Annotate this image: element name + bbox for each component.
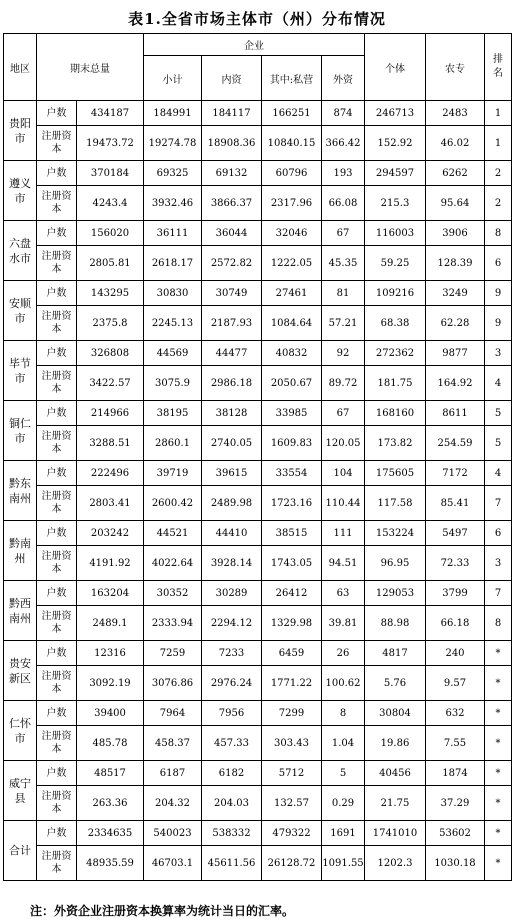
cell-value: 26412	[262, 581, 322, 606]
row-label-capital: 注册资本	[37, 186, 77, 221]
row-label-households: 户数	[37, 521, 77, 546]
cell-value: 1.04	[322, 726, 365, 761]
cell-value: 6187	[144, 761, 202, 786]
row-label-households: 户数	[37, 341, 77, 366]
cell-value: 3422.57	[77, 366, 144, 401]
cell-value: 3288.51	[77, 426, 144, 461]
cell-value: 303.43	[262, 726, 322, 761]
region-name: 贵阳市	[4, 101, 37, 161]
cell-value: 30749	[202, 281, 262, 306]
cell-value: 173.82	[365, 426, 426, 461]
cell-value: 3932.46	[144, 186, 202, 221]
cell-value: 240	[426, 641, 485, 666]
cell-value: 1	[485, 126, 512, 161]
cell-value: 62.28	[426, 306, 485, 341]
cell-value: 3866.37	[202, 186, 262, 221]
row-label-capital: 注册资本	[37, 606, 77, 641]
cell-value: 3249	[426, 281, 485, 306]
row-label-capital: 注册资本	[37, 306, 77, 341]
cell-value: 19.86	[365, 726, 426, 761]
header-rank: 排名	[485, 34, 512, 101]
cell-value: 7964	[144, 701, 202, 726]
cell-value: 69132	[202, 161, 262, 186]
cell-value: 40832	[262, 341, 322, 366]
table-row	[4, 366, 512, 401]
cell-value: 6182	[202, 761, 262, 786]
cell-value: 68.38	[365, 306, 426, 341]
region-name: 遵义市	[4, 161, 37, 221]
table-body	[4, 101, 512, 881]
market-entity-table	[3, 33, 512, 881]
cell-value: 48517	[77, 761, 144, 786]
table-row	[4, 606, 512, 641]
cell-value: 2	[485, 186, 512, 221]
cell-value: 156020	[77, 221, 144, 246]
cell-value: 1743.05	[262, 546, 322, 581]
cell-value: 204.32	[144, 786, 202, 821]
cell-value: 33985	[262, 401, 322, 426]
cell-value: 2572.82	[202, 246, 262, 281]
table-row	[4, 666, 512, 701]
header-total: 期末总量	[37, 34, 144, 101]
cell-value: 1	[485, 101, 512, 126]
cell-value: 294597	[365, 161, 426, 186]
table-row	[4, 761, 512, 786]
cell-value: 4817	[365, 641, 426, 666]
table-row	[4, 726, 512, 761]
cell-value: 254.59	[426, 426, 485, 461]
cell-value: 5497	[426, 521, 485, 546]
cell-value: 4243.4	[77, 186, 144, 221]
row-label-households: 户数	[37, 761, 77, 786]
cell-value: 2986.18	[202, 366, 262, 401]
cell-value: 69325	[144, 161, 202, 186]
cell-value: 2489.98	[202, 486, 262, 521]
cell-value: 6	[485, 246, 512, 281]
cell-value: 215.3	[365, 186, 426, 221]
cell-value: 44410	[202, 521, 262, 546]
header-domestic: 内资	[202, 56, 262, 101]
cell-value: *	[485, 786, 512, 821]
table-row	[4, 281, 512, 306]
cell-value: 7259	[144, 641, 202, 666]
header-enterprise: 企业	[144, 34, 365, 56]
cell-value: 168160	[365, 401, 426, 426]
cell-value: 5	[485, 401, 512, 426]
cell-value: 1741010	[365, 821, 426, 846]
cell-value: 129053	[365, 581, 426, 606]
cell-value: 1691	[322, 821, 365, 846]
cell-value: 30352	[144, 581, 202, 606]
cell-value: 40456	[365, 761, 426, 786]
cell-value: 2976.24	[202, 666, 262, 701]
cell-value: 9	[485, 281, 512, 306]
header-individual: 个体	[365, 34, 426, 101]
table-row	[4, 341, 512, 366]
cell-value: 272362	[365, 341, 426, 366]
table-row	[4, 186, 512, 221]
cell-value: 38515	[262, 521, 322, 546]
cell-value: 3092.19	[77, 666, 144, 701]
cell-value: 6	[485, 521, 512, 546]
cell-value: 538332	[202, 821, 262, 846]
cell-value: *	[485, 641, 512, 666]
row-label-households: 户数	[37, 581, 77, 606]
table-row	[4, 221, 512, 246]
cell-value: 5	[322, 761, 365, 786]
cell-value: 5.76	[365, 666, 426, 701]
cell-value: 153224	[365, 521, 426, 546]
table-row	[4, 461, 512, 486]
cell-value: 8	[485, 606, 512, 641]
region-name: 六盘水市	[4, 221, 37, 281]
cell-value: 184117	[202, 101, 262, 126]
cell-value: 44477	[202, 341, 262, 366]
cell-value: 48935.59	[77, 846, 144, 881]
cell-value: 222496	[77, 461, 144, 486]
cell-value: 95.64	[426, 186, 485, 221]
cell-value: 143295	[77, 281, 144, 306]
cell-value: 5712	[262, 761, 322, 786]
cell-value: 37.29	[426, 786, 485, 821]
table-row	[4, 126, 512, 161]
cell-value: *	[485, 666, 512, 701]
cell-value: 2600.42	[144, 486, 202, 521]
cell-value: *	[485, 726, 512, 761]
cell-value: 479322	[262, 821, 322, 846]
cell-value: 60796	[262, 161, 322, 186]
table-row	[4, 641, 512, 666]
cell-value: 184991	[144, 101, 202, 126]
cell-value: 3075.9	[144, 366, 202, 401]
cell-value: 175605	[365, 461, 426, 486]
row-label-households: 户数	[37, 461, 77, 486]
cell-value: 21.75	[365, 786, 426, 821]
cell-value: 110.44	[322, 486, 365, 521]
table-row	[4, 486, 512, 521]
table-row	[4, 546, 512, 581]
cell-value: 3	[485, 546, 512, 581]
region-name: 黔南州	[4, 521, 37, 581]
cell-value: 2860.1	[144, 426, 202, 461]
table-title: 表1.全省市场主体市（州）分布情况	[128, 10, 386, 28]
cell-value: 2333.94	[144, 606, 202, 641]
cell-value: 246713	[365, 101, 426, 126]
cell-value: 46.02	[426, 126, 485, 161]
cell-value: 2187.93	[202, 306, 262, 341]
cell-value: 72.33	[426, 546, 485, 581]
cell-value: 193	[322, 161, 365, 186]
cell-value: 6459	[262, 641, 322, 666]
cell-value: 2317.96	[262, 186, 322, 221]
cell-value: 36044	[202, 221, 262, 246]
cell-value: 36111	[144, 221, 202, 246]
cell-value: 9.57	[426, 666, 485, 701]
cell-value: 26128.72	[262, 846, 322, 881]
cell-value: 7172	[426, 461, 485, 486]
row-label-households: 户数	[37, 161, 77, 186]
cell-value: *	[485, 821, 512, 846]
row-label-households: 户数	[37, 281, 77, 306]
cell-value: 3	[485, 341, 512, 366]
cell-value: 3799	[426, 581, 485, 606]
cell-value: 27461	[262, 281, 322, 306]
cell-value: 1329.98	[262, 606, 322, 641]
cell-value: 128.39	[426, 246, 485, 281]
cell-value: 2618.17	[144, 246, 202, 281]
row-label-households: 户数	[37, 221, 77, 246]
region-name: 毕节市	[4, 341, 37, 401]
cell-value: 163204	[77, 581, 144, 606]
cell-value: 67	[322, 401, 365, 426]
cell-value: 152.92	[365, 126, 426, 161]
row-label-capital: 注册资本	[37, 426, 77, 461]
cell-value: 33554	[262, 461, 322, 486]
cell-value: 2483	[426, 101, 485, 126]
cell-value: 85.41	[426, 486, 485, 521]
cell-value: 19274.78	[144, 126, 202, 161]
row-label-households: 户数	[37, 101, 77, 126]
table-row	[4, 246, 512, 281]
cell-value: 32046	[262, 221, 322, 246]
region-name: 贵安新区	[4, 641, 37, 701]
table-row	[4, 786, 512, 821]
cell-value: 100.62	[322, 666, 365, 701]
header-region: 地区	[4, 34, 37, 101]
cell-value: 0.29	[322, 786, 365, 821]
cell-value: 19473.72	[77, 126, 144, 161]
cell-value: 2	[485, 161, 512, 186]
table-row	[4, 846, 512, 881]
cell-value: 458.37	[144, 726, 202, 761]
cell-value: 874	[322, 101, 365, 126]
table-row	[4, 581, 512, 606]
cell-value: 2050.67	[262, 366, 322, 401]
cell-value: 485.78	[77, 726, 144, 761]
cell-value: 263.36	[77, 786, 144, 821]
cell-value: 7233	[202, 641, 262, 666]
cell-value: 30804	[365, 701, 426, 726]
cell-value: 88.98	[365, 606, 426, 641]
cell-value: 2740.05	[202, 426, 262, 461]
cell-value: 117.58	[365, 486, 426, 521]
cell-value: 116003	[365, 221, 426, 246]
cell-value: 39.81	[322, 606, 365, 641]
cell-value: 132.57	[262, 786, 322, 821]
cell-value: 7.55	[426, 726, 485, 761]
table-row	[4, 521, 512, 546]
cell-value: 111	[322, 521, 365, 546]
cell-value: 1030.18	[426, 846, 485, 881]
cell-value: 59.25	[365, 246, 426, 281]
header-farm: 农专	[426, 34, 485, 101]
cell-value: 164.92	[426, 366, 485, 401]
cell-value: 4	[485, 461, 512, 486]
footnote: 注：外资企业注册资本换算率为统计当日的汇率。	[30, 904, 295, 918]
table-row	[4, 701, 512, 726]
row-label-capital: 注册资本	[37, 486, 77, 521]
cell-value: 39719	[144, 461, 202, 486]
cell-value: 2805.81	[77, 246, 144, 281]
row-label-capital: 注册资本	[37, 246, 77, 281]
header-foreign: 外资	[322, 56, 365, 101]
region-name: 安顺市	[4, 281, 37, 341]
cell-value: 4022.64	[144, 546, 202, 581]
cell-value: 104	[322, 461, 365, 486]
table-row	[4, 426, 512, 461]
cell-value: 2803.41	[77, 486, 144, 521]
header-subtotal: 小计	[144, 56, 202, 101]
row-label-capital: 注册资本	[37, 846, 77, 881]
cell-value: 7	[485, 581, 512, 606]
cell-value: 39615	[202, 461, 262, 486]
cell-value: 8	[322, 701, 365, 726]
table-row	[4, 401, 512, 426]
region-name: 铜仁市	[4, 401, 37, 461]
cell-value: 63	[322, 581, 365, 606]
cell-value: 38195	[144, 401, 202, 426]
table-row	[4, 821, 512, 846]
cell-value: 2375.8	[77, 306, 144, 341]
cell-value: 94.51	[322, 546, 365, 581]
cell-value: 45.35	[322, 246, 365, 281]
cell-value: 44521	[144, 521, 202, 546]
region-name: 威宁县	[4, 761, 37, 821]
cell-value: 66.18	[426, 606, 485, 641]
cell-value: 3928.14	[202, 546, 262, 581]
cell-value: 18908.36	[202, 126, 262, 161]
cell-value: 1723.16	[262, 486, 322, 521]
table-row	[4, 161, 512, 186]
cell-value: 92	[322, 341, 365, 366]
row-label-capital: 注册资本	[37, 726, 77, 761]
region-name: 黔东南州	[4, 461, 37, 521]
row-label-capital: 注册资本	[37, 666, 77, 701]
cell-value: 434187	[77, 101, 144, 126]
cell-value: 38128	[202, 401, 262, 426]
cell-value: 204.03	[202, 786, 262, 821]
cell-value: 326808	[77, 341, 144, 366]
row-label-capital: 注册资本	[37, 366, 77, 401]
row-label-households: 户数	[37, 701, 77, 726]
cell-value: 12316	[77, 641, 144, 666]
row-label-households: 户数	[37, 401, 77, 426]
cell-value: 632	[426, 701, 485, 726]
cell-value: 1202.3	[365, 846, 426, 881]
cell-value: 96.95	[365, 546, 426, 581]
cell-value: 181.75	[365, 366, 426, 401]
row-label-households: 户数	[37, 821, 77, 846]
cell-value: 6262	[426, 161, 485, 186]
cell-value: 166251	[262, 101, 322, 126]
cell-value: 89.72	[322, 366, 365, 401]
cell-value: 370184	[77, 161, 144, 186]
cell-value: 1084.64	[262, 306, 322, 341]
cell-value: 2489.1	[77, 606, 144, 641]
cell-value: 1222.05	[262, 246, 322, 281]
cell-value: 1874	[426, 761, 485, 786]
cell-value: 9	[485, 306, 512, 341]
row-label-capital: 注册资本	[37, 126, 77, 161]
cell-value: 7956	[202, 701, 262, 726]
cell-value: 109216	[365, 281, 426, 306]
cell-value: 26	[322, 641, 365, 666]
region-name: 仁怀市	[4, 701, 37, 761]
cell-value: 5	[485, 426, 512, 461]
cell-value: 214966	[77, 401, 144, 426]
cell-value: 30289	[202, 581, 262, 606]
cell-value: 67	[322, 221, 365, 246]
cell-value: *	[485, 846, 512, 881]
cell-value: *	[485, 701, 512, 726]
cell-value: 3076.86	[144, 666, 202, 701]
cell-value: 8	[485, 221, 512, 246]
cell-value: 9877	[426, 341, 485, 366]
cell-value: 2245.13	[144, 306, 202, 341]
cell-value: 1609.83	[262, 426, 322, 461]
cell-value: 3906	[426, 221, 485, 246]
cell-value: 1091.55	[322, 846, 365, 881]
cell-value: 4191.92	[77, 546, 144, 581]
cell-value: *	[485, 761, 512, 786]
cell-value: 39400	[77, 701, 144, 726]
cell-value: 1771.22	[262, 666, 322, 701]
row-label-capital: 注册资本	[37, 786, 77, 821]
row-label-capital: 注册资本	[37, 546, 77, 581]
row-label-households: 户数	[37, 641, 77, 666]
region-name: 黔西南州	[4, 581, 37, 641]
cell-value: 45611.56	[202, 846, 262, 881]
cell-value: 81	[322, 281, 365, 306]
table-row	[4, 101, 512, 126]
cell-value: 457.33	[202, 726, 262, 761]
cell-value: 8611	[426, 401, 485, 426]
cell-value: 57.21	[322, 306, 365, 341]
cell-value: 7299	[262, 701, 322, 726]
cell-value: 4	[485, 366, 512, 401]
cell-value: 203242	[77, 521, 144, 546]
table-row	[4, 306, 512, 341]
region-name: 合计	[4, 821, 37, 881]
cell-value: 46703.1	[144, 846, 202, 881]
cell-value: 120.05	[322, 426, 365, 461]
cell-value: 2294.12	[202, 606, 262, 641]
cell-value: 7	[485, 486, 512, 521]
cell-value: 66.08	[322, 186, 365, 221]
cell-value: 53602	[426, 821, 485, 846]
cell-value: 366.42	[322, 126, 365, 161]
cell-value: 540023	[144, 821, 202, 846]
cell-value: 30830	[144, 281, 202, 306]
header-private: 其中:私营	[262, 56, 322, 101]
cell-value: 44569	[144, 341, 202, 366]
cell-value: 2334635	[77, 821, 144, 846]
cell-value: 10840.15	[262, 126, 322, 161]
